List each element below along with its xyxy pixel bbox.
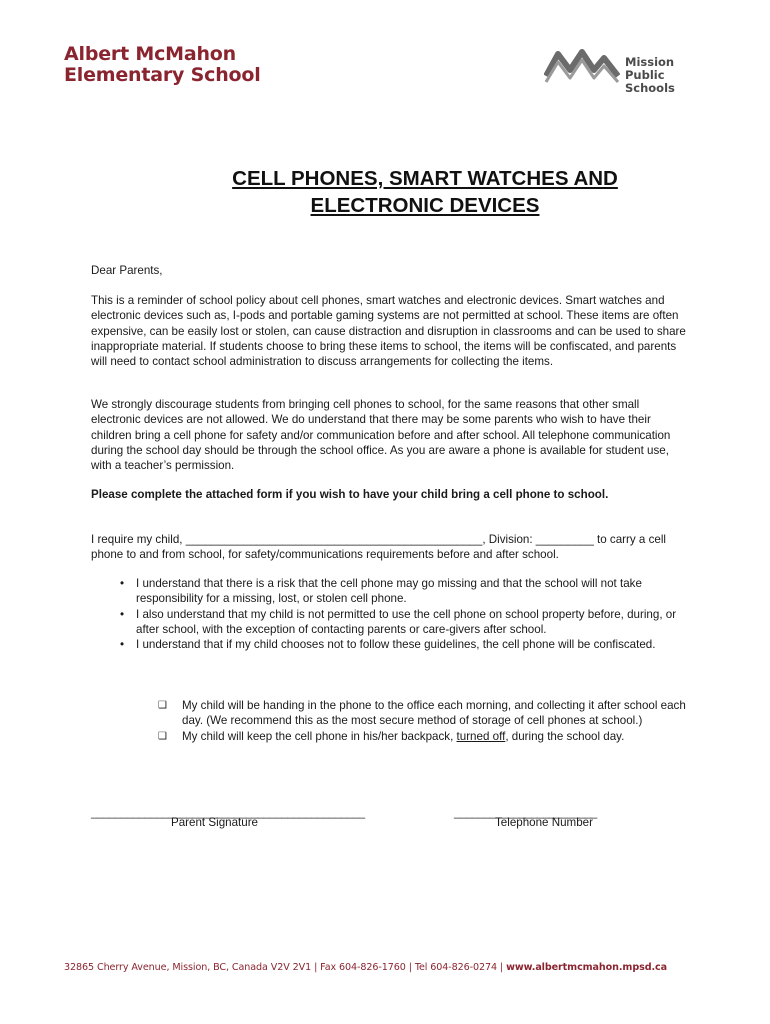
district-name-line2: Public Schools xyxy=(625,68,675,95)
option-backpack-text-before: My child will keep the cell phone in his/her backpack, xyxy=(182,729,457,743)
list-item-text: I understand that if my child chooses not to follow these guidelines, the cell phone will be confiscated. xyxy=(136,638,656,652)
footer-separator: | xyxy=(408,962,412,973)
list-item xyxy=(120,607,680,638)
footer xyxy=(64,962,667,973)
footer-separator: | xyxy=(500,962,504,973)
mountains-logo-icon xyxy=(544,46,620,84)
paragraph-2 xyxy=(91,397,686,473)
bullet-icon: • xyxy=(120,638,125,652)
option-backpack-text-underlined: turned off xyxy=(456,729,506,743)
paragraph-2-text: We strongly discourage students from bringing cell phones to school, for the same reasons that other small electronic devices are not allowed. We do understand that there may be some parents who wish to have their children bring a cell phone for safety and/or communication before and after school. All telephone communication during the school day should be through the school office. As you are aware a phone is available for student use, with a teacher’s permission. xyxy=(91,398,671,473)
acknowledgement-list xyxy=(120,576,680,652)
instruction-text: Please complete the attached form if you wish to have your child bring a cell phone to school. xyxy=(91,488,609,501)
footer-address: 32865 Cherry Avenue, Mission, BC, Canada V2V 2V1 xyxy=(64,962,312,973)
checkbox-icon[interactable]: ❑ xyxy=(158,700,167,711)
paragraph-1 xyxy=(91,293,686,369)
option-office-checkbox[interactable] xyxy=(158,698,688,729)
instruction xyxy=(91,487,711,502)
require-statement-text: I require my child, ______________________________________________, Division: _________ to carry a cell phone to and from school, for safety/communications requirements before and after school. xyxy=(91,533,666,562)
list-item xyxy=(120,637,680,652)
list-item xyxy=(120,576,680,607)
bullet-icon: • xyxy=(120,577,125,590)
school-name-line2: Elementary School xyxy=(64,64,261,86)
option-backpack-label xyxy=(182,730,624,743)
district-logo xyxy=(544,44,714,95)
option-office-label: My child will be handing in the phone to the office each morning, and collecting it after school each day. (We recommend this as the most secure method of storage of cell phones at school.) xyxy=(182,699,686,728)
require-statement xyxy=(91,532,691,563)
district-name-line1: Mission xyxy=(625,55,675,69)
option-backpack-checkbox[interactable] xyxy=(158,729,688,744)
telephone-label: Telephone Number xyxy=(495,816,593,829)
list-item-text: I also understand that my child is not permitted to use the cell phone on school property before, during, or after school, with the exception of contacting parents or care-givers after school. xyxy=(136,607,677,636)
footer-fax: Fax 604-826-1760 xyxy=(320,962,406,973)
school-name xyxy=(64,44,261,86)
footer-separator: | xyxy=(314,962,318,973)
title-line1: CELL PHONES, SMART WATCHES AND xyxy=(232,167,618,190)
salutation xyxy=(91,263,686,278)
parent-signature-line[interactable]: ______________________________________________ xyxy=(91,806,365,819)
telephone-line[interactable]: ________________________ xyxy=(454,806,597,819)
bullet-icon: • xyxy=(120,607,125,621)
district-name xyxy=(625,56,714,95)
checkbox-icon[interactable]: ❑ xyxy=(158,730,167,742)
list-item-text: I understand that there is a risk that the cell phone may go missing and that the school will not take responsibility for a missing, lost, or stolen cell phone. xyxy=(136,577,642,606)
paragraph-1-text: This is a reminder of school policy about cell phones, smart watches and electronic devices. Smart watches and electronic devices such as, I-pods and portable gaming systems are not permitted at school. These items are often expensive, can be easily lost or stolen, can cause distraction and disruption in classrooms and can be used to share inappropriate material. If students choose to bring these items to school, the items will be confiscated, and parents will need to contact school administration to discuss arrangements for collecting the items. xyxy=(91,294,686,369)
storage-options xyxy=(158,698,688,744)
document-title xyxy=(90,165,760,219)
option-backpack-text-after: , during the school day. xyxy=(505,729,625,743)
title-line2: ELECTRONIC DEVICES xyxy=(310,194,540,217)
footer-website[interactable]: www.albertmcmahon.mpsd.ca xyxy=(506,962,667,973)
parent-signature-label: Parent Signature xyxy=(171,816,259,829)
footer-tel: Tel 604-826-0274 xyxy=(414,962,498,973)
school-name-line1: Albert McMahon xyxy=(64,43,236,65)
salutation-text: Dear Parents, xyxy=(91,264,163,277)
